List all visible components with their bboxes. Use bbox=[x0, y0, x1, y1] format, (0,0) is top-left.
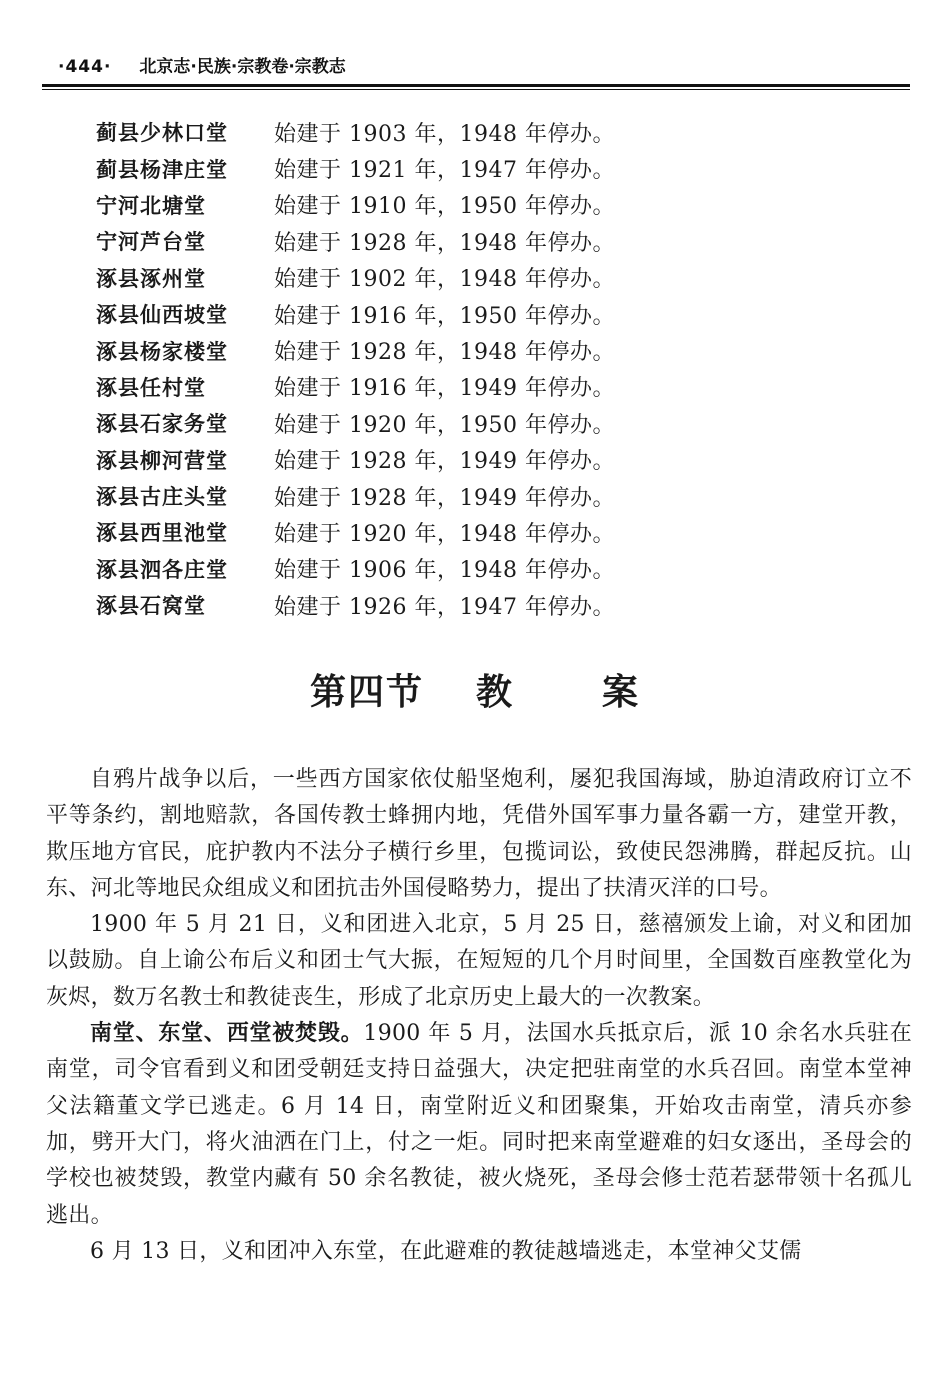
church-name: 涿县古庄头堂 bbox=[96, 485, 228, 510]
church-row bbox=[96, 187, 696, 223]
paragraph bbox=[46, 1234, 912, 1270]
church-info: 始建于 1903 年，1948 年停办。 bbox=[274, 121, 615, 147]
paragraph-text: 6 月 13 日，义和团冲入东堂，在此避难的教徒越墙逃走，本堂神父艾儒 bbox=[90, 1238, 802, 1264]
paragraph-text: 1900 年 5 月 21 日，义和团进入北京，5 月 25 日，慈禧颁发上谕，对义和团加以鼓励。自上谕公布后义和团士气大振，在短短的几个月时间里，全国数百座教堂化为灰烬，数万名教士和教徒丧生，形成了北京历史上最大的一次教案。 bbox=[46, 912, 912, 1010]
church-row bbox=[96, 332, 696, 368]
church-info: 始建于 1916 年，1950 年停办。 bbox=[274, 303, 615, 329]
church-info: 始建于 1928 年，1949 年停办。 bbox=[274, 485, 615, 511]
church-info: 始建于 1920 年，1950 年停办。 bbox=[274, 412, 615, 438]
header-rule-thick bbox=[42, 84, 910, 87]
section-title-char-1: 教 bbox=[475, 671, 514, 713]
section-number: 第四节 bbox=[309, 671, 424, 713]
church-row bbox=[96, 587, 696, 623]
church-name: 涿县柳河营堂 bbox=[96, 448, 228, 473]
church-row bbox=[96, 551, 696, 587]
church-row bbox=[96, 405, 696, 441]
church-name: 涿县仙西坡堂 bbox=[96, 303, 228, 328]
church-info: 始建于 1928 年，1948 年停办。 bbox=[274, 230, 615, 256]
church-row bbox=[96, 223, 696, 259]
church-row bbox=[96, 514, 696, 550]
church-name: 涿县石窝堂 bbox=[96, 594, 206, 619]
church-row bbox=[96, 260, 696, 296]
church-info: 始建于 1921 年，1947 年停办。 bbox=[274, 158, 615, 184]
paragraph-text: 1900 年 5 月，法国水兵抵京后，派 10 余名水兵驻在南堂，司令官看到义和团受朝廷支持日益强大，决定把驻南堂的水兵召回。南堂本堂神父法籍董文学已逃走。6 月 14 日，南堂附近义和团聚集，开始攻击南堂，清兵亦参加，劈开大门，将火油洒在门上，付之一炬。同时把来南堂避难的妇女逐出，圣母会的学校也被焚毁，教堂内藏有 50 余名教徒，被火烧死，圣母会修士范若瑟带领十名孤儿逃出。 bbox=[46, 1021, 912, 1228]
paragraph-lead-heading: 南堂、东堂、西堂被焚毁。 bbox=[90, 1021, 364, 1047]
church-row bbox=[96, 478, 696, 514]
church-name: 涿县任村堂 bbox=[96, 375, 206, 400]
running-header bbox=[58, 52, 918, 77]
church-info: 始建于 1902 年，1948 年停办。 bbox=[274, 267, 615, 293]
church-name: 涿县石家务堂 bbox=[96, 412, 228, 437]
book-title: 北京志·民族·宗教卷·宗教志 bbox=[139, 57, 346, 77]
church-row bbox=[96, 114, 696, 150]
church-row bbox=[96, 150, 696, 186]
paragraph bbox=[46, 1016, 912, 1234]
church-name: 涿县西里池堂 bbox=[96, 521, 228, 546]
church-info: 始建于 1928 年，1949 年停办。 bbox=[274, 449, 615, 475]
church-info: 始建于 1928 年，1948 年停办。 bbox=[274, 340, 615, 366]
church-name: 蓟县少林口堂 bbox=[96, 121, 228, 146]
church-info: 始建于 1916 年，1949 年停办。 bbox=[274, 376, 615, 402]
page-number: ·444· bbox=[58, 57, 112, 77]
church-info: 始建于 1926 年，1947 年停办。 bbox=[274, 594, 615, 620]
church-name: 涿县泗各庄堂 bbox=[96, 557, 228, 582]
church-name: 宁河北塘堂 bbox=[96, 193, 206, 218]
church-row bbox=[96, 442, 696, 478]
section-title-char-2: 案 bbox=[602, 671, 641, 713]
church-name: 涿县涿州堂 bbox=[96, 266, 206, 291]
paragraph-text: 自鸦片战争以后，一些西方国家依仗船坚炮利，屡犯我国海域，胁迫清政府订立不平等条约，割地赔款，各国传教士蜂拥内地，凭借外国军事力量各霸一方，建堂开教，欺压地方官民，庇护教内不法分子横行乡里，包揽词讼，致使民怨沸腾，群起反抗。山东、河北等地民众组成义和团抗击外国侵略势力，提出了扶清灭洋的口号。 bbox=[46, 767, 912, 901]
paragraph bbox=[46, 762, 912, 907]
church-name: 宁河芦台堂 bbox=[96, 230, 206, 255]
body-text bbox=[46, 762, 912, 1270]
section-title bbox=[0, 664, 950, 715]
header-rule-thin bbox=[42, 89, 910, 90]
church-info: 始建于 1920 年，1948 年停办。 bbox=[274, 521, 615, 547]
church-row bbox=[96, 296, 696, 332]
church-info: 始建于 1906 年，1948 年停办。 bbox=[274, 558, 615, 584]
church-row bbox=[96, 369, 696, 405]
church-list bbox=[96, 114, 696, 623]
church-name: 蓟县杨津庄堂 bbox=[96, 157, 228, 182]
church-name: 涿县杨家楼堂 bbox=[96, 339, 228, 364]
paragraph bbox=[46, 907, 912, 1016]
church-info: 始建于 1910 年，1950 年停办。 bbox=[274, 194, 615, 220]
